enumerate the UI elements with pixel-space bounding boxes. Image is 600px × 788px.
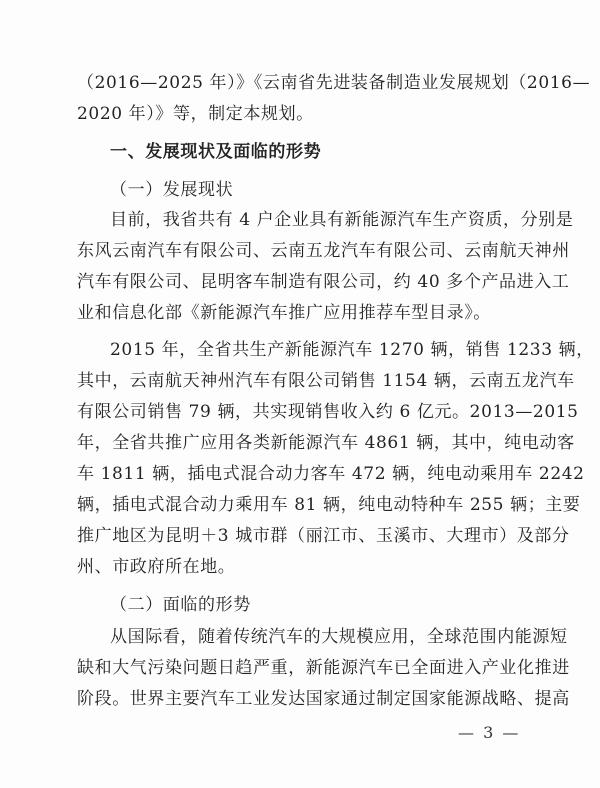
para2-line-6: 辆，插电式混合动力乘用车 81 辆，纯电动特种车 255 辆；主要 (77, 495, 581, 515)
para3-line-3: 阶段。世界主要汽车工业发达国家通过制定国家能源战略、提高 (77, 689, 570, 709)
intro-line-2: 2020 年）》等，制定本规划。 (77, 104, 314, 124)
para3-line-2: 缺和大气污染问题日趋严重，新能源汽车已全面进入产业化推进 (77, 658, 570, 678)
para1-line-4: 业和信息化部《新能源汽车推广应用推荐车型目录》。 (77, 303, 491, 323)
intro-line-1: （2016—2025 年）》《云南省先进装备制造业发展规划（2016— (77, 73, 591, 93)
para2-line-8: 州、市政府所在地。 (77, 557, 236, 577)
para1-line-1: 目前，我省共有 4 户企业具有新能源汽车生产资质，分别是 (110, 210, 574, 230)
para2-line-4: 年，全省共推广应用各类新能源汽车 4861 辆，其中，纯电动客 (77, 433, 575, 453)
section-title: 一、发展现状及面临的形势 (110, 142, 322, 162)
para2-line-1: 2015 年，全省共生产新能源汽车 1270 辆，销售 1233 辆， (110, 340, 594, 360)
para3-line-1: 从国际看，随着传统汽车的大规模应用，全球范围内能源短 (110, 627, 568, 647)
para2-line-2: 其中，云南航天神州汽车有限公司销售 1154 辆，云南五龙汽车 (77, 371, 575, 391)
para1-line-2: 东风云南汽车有限公司、云南五龙汽车有限公司、云南航天神州 (77, 241, 570, 261)
subsection2-title: （二）面临的形势 (110, 595, 251, 615)
subsection1-title: （一）发展现状 (110, 180, 234, 200)
para2-line-3: 有限公司销售 79 辆，共实现销售收入约 6 亿元。2013—2015 (77, 402, 579, 422)
para1-line-3: 汽车有限公司、昆明客车制造有限公司，约 40 多个产品进入工 (77, 272, 570, 292)
page-number: — 3 — (458, 723, 521, 742)
para2-line-5: 车 1811 辆，插电式混合动力客车 472 辆，纯电动乘用车 2242 (77, 464, 585, 484)
para2-line-7: 推广地区为昆明＋3 城市群（丽江市、玉溪市、大理市）及部分 (77, 526, 570, 546)
